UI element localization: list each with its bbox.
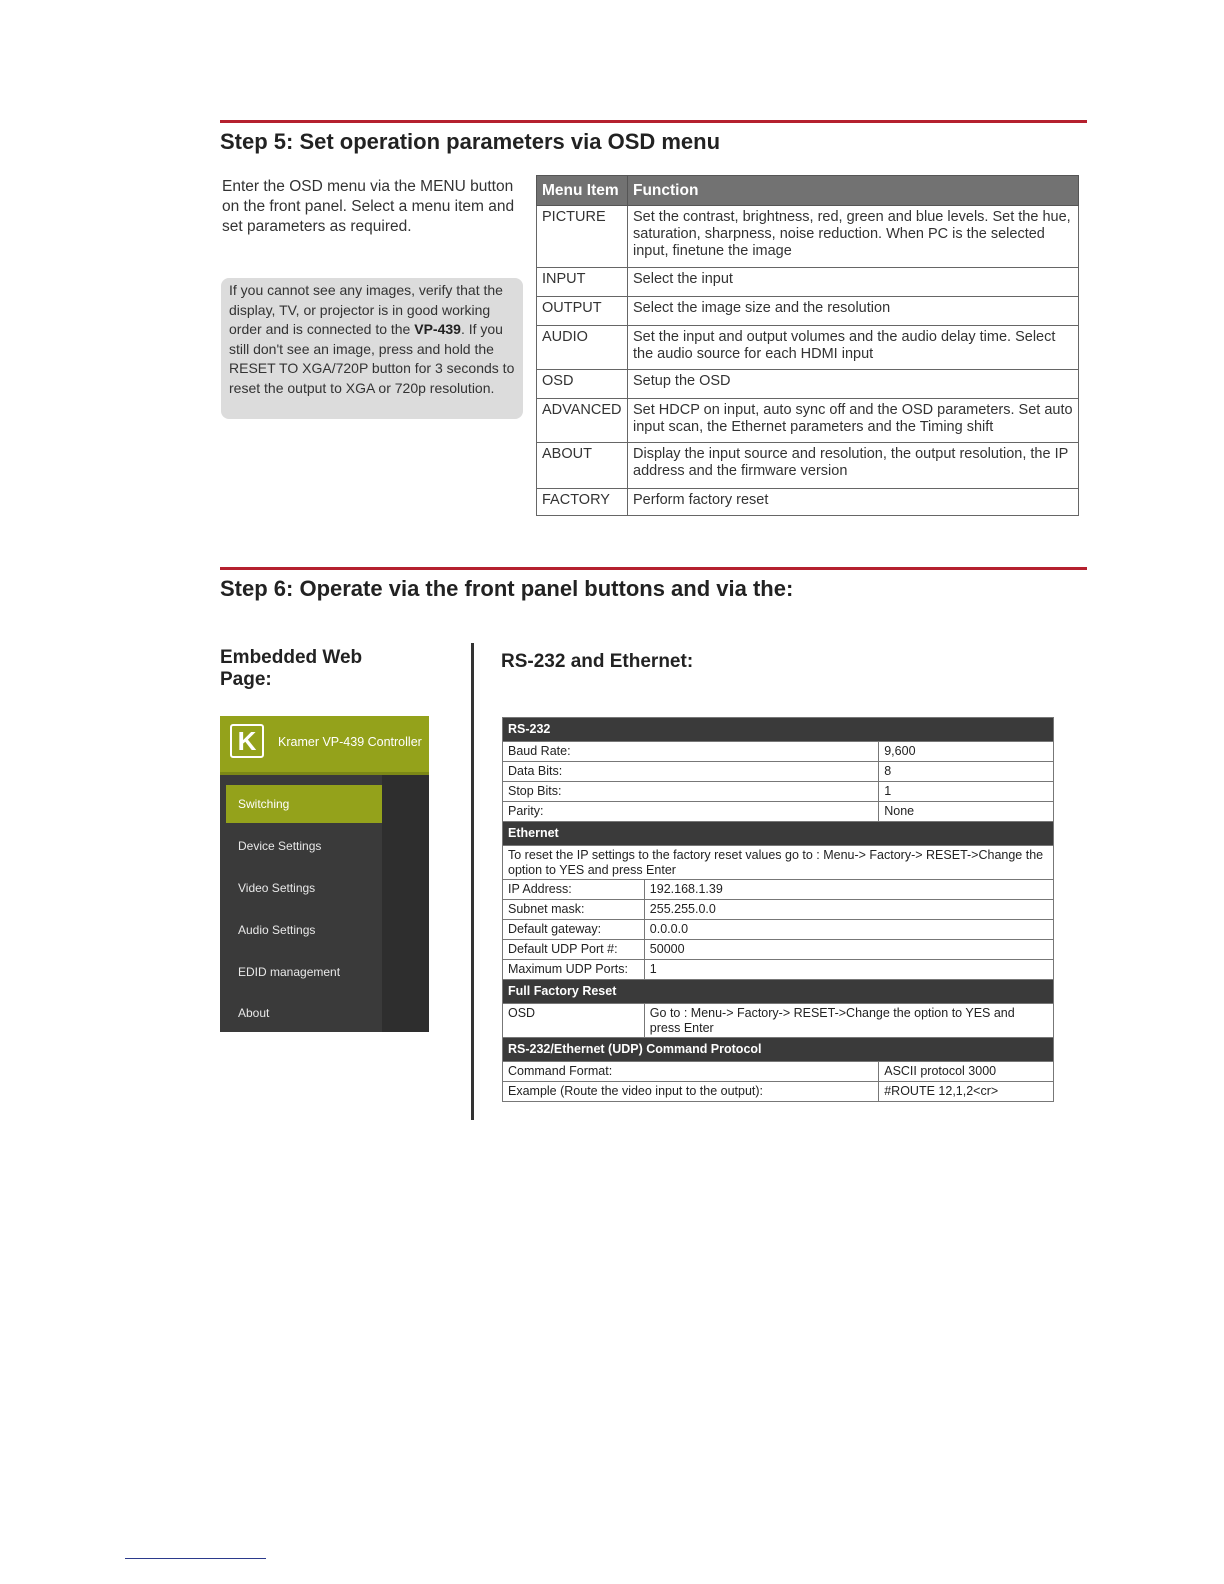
- table-row: [537, 489, 1079, 516]
- section-divider-step6: [220, 567, 1087, 570]
- ethernet-label: Default gateway:: [503, 920, 645, 940]
- ethernet-note: To reset the IP settings to the factory reset values go to : Menu-> Factory-> RESET->Change the option to YES and press Enter: [503, 846, 1054, 880]
- table-row: [503, 880, 1054, 900]
- table-row: [503, 782, 1054, 802]
- osd-function: Perform factory reset: [628, 489, 1079, 516]
- ethernet-label: Default UDP Port #:: [503, 940, 645, 960]
- web-menu-item-about[interactable]: About: [238, 1006, 270, 1020]
- factory-reset-header-row: [503, 980, 1054, 1004]
- table-row: [503, 802, 1054, 822]
- note-text-after: . If you still don't see an image, press and hold the RESET TO XGA/720P button for 3 seconds to reset the output to XGA or 720p resolution.: [229, 321, 515, 396]
- table-row: [503, 762, 1054, 782]
- ethernet-value: 50000: [644, 940, 1053, 960]
- table-row: [537, 370, 1079, 399]
- footnote-rule: [125, 1558, 266, 1559]
- rs232-label: Parity:: [503, 802, 879, 822]
- osd-col-menu-item: Menu Item: [537, 176, 628, 206]
- table-row: [503, 900, 1054, 920]
- factory-reset-value: Go to : Menu-> Factory-> RESET->Change the option to YES and press Enter: [644, 1004, 1053, 1038]
- note-text-before: If you cannot see any images, verify that the display, TV, or projector is in good working order and is connected to the: [229, 282, 503, 338]
- table-row: [503, 920, 1054, 940]
- osd-item: AUDIO: [537, 326, 628, 370]
- step5-heading: Step 5: Set operation parameters via OSD menu: [220, 129, 721, 154]
- web-menu-item-edid-management[interactable]: EDID management: [238, 965, 341, 979]
- column-divider: [471, 643, 474, 1120]
- rs232-value: 1: [879, 782, 1054, 802]
- rs232-label: Data Bits:: [503, 762, 879, 782]
- web-page-screenshot: [220, 716, 429, 1032]
- section-divider-step5: [220, 120, 1087, 123]
- ethernet-value: 255.255.0.0: [644, 900, 1053, 920]
- ethernet-value: 1: [644, 960, 1053, 980]
- ethernet-header: Ethernet: [503, 822, 1054, 846]
- osd-item: PICTURE: [537, 206, 628, 268]
- table-row: [503, 742, 1054, 762]
- rs232-value: 9,600: [879, 742, 1054, 762]
- web-menu-item-device-settings[interactable]: Device Settings: [238, 839, 322, 853]
- rs232-value: 8: [879, 762, 1054, 782]
- web-page-menu: [220, 775, 382, 1032]
- web-menu-item-switching[interactable]: Switching: [226, 785, 382, 823]
- web-menu-item-video-settings[interactable]: Video Settings: [238, 881, 316, 895]
- factory-reset-label: OSD: [503, 1004, 645, 1038]
- web-page-heading-line2: Page:: [220, 669, 272, 690]
- table-row: [503, 940, 1054, 960]
- table-row: [537, 297, 1079, 326]
- table-row: [537, 268, 1079, 297]
- osd-function: Select the input: [628, 268, 1079, 297]
- osd-item: ABOUT: [537, 443, 628, 489]
- protocol-header-row: [503, 1038, 1054, 1062]
- osd-menu-table: [536, 175, 1079, 516]
- rs232-label: Stop Bits:: [503, 782, 879, 802]
- osd-table-header-row: [537, 176, 1079, 206]
- ethernet-label: IP Address:: [503, 880, 645, 900]
- note-model: VP-439: [414, 321, 461, 338]
- osd-function: Setup the OSD: [628, 370, 1079, 399]
- table-row: [537, 399, 1079, 443]
- osd-function: Select the image size and the resolution: [628, 297, 1079, 326]
- web-page-heading: [220, 647, 362, 691]
- rs232-header-row: [503, 718, 1054, 742]
- osd-function: Set the contrast, brightness, red, green and blue levels. Set the hue, saturation, sharpness, noise reduction. When PC is the selected input, finetune the image: [628, 206, 1079, 268]
- rs232-ethernet-table: [502, 717, 1054, 1102]
- table-row: [537, 326, 1079, 370]
- osd-item: ADVANCED: [537, 399, 628, 443]
- ethernet-header-row: [503, 822, 1054, 846]
- osd-item: FACTORY: [537, 489, 628, 516]
- table-row: [503, 846, 1054, 880]
- note-box: [221, 278, 523, 419]
- ethernet-value: 0.0.0.0: [644, 920, 1053, 940]
- osd-function: Set the input and output volumes and the audio delay time. Select the audio source for each HDMI input: [628, 326, 1079, 370]
- osd-function: Set HDCP on input, auto sync off and the OSD parameters. Set auto input scan, the Ethernet parameters and the Timing shift: [628, 399, 1079, 443]
- osd-item: OSD: [537, 370, 628, 399]
- protocol-label: Command Format:: [503, 1062, 879, 1082]
- ethernet-label: Maximum UDP Ports:: [503, 960, 645, 980]
- web-menu-item-audio-settings[interactable]: Audio Settings: [238, 923, 316, 937]
- step6-heading: Step 6: Operate via the front panel buttons and via the:: [220, 576, 794, 601]
- osd-col-function: Function: [628, 176, 1079, 206]
- table-row: [503, 960, 1054, 980]
- rs232-header: RS-232: [503, 718, 1054, 742]
- rs232-ethernet-heading: RS-232 and Ethernet:: [501, 651, 694, 672]
- osd-item: INPUT: [537, 268, 628, 297]
- rs232-label: Baud Rate:: [503, 742, 879, 762]
- factory-reset-header: Full Factory Reset: [503, 980, 1054, 1004]
- protocol-header: RS-232/Ethernet (UDP) Command Protocol: [503, 1038, 1054, 1062]
- protocol-value: ASCII protocol 3000: [879, 1062, 1054, 1082]
- ethernet-value: 192.168.1.39: [644, 880, 1053, 900]
- step5-intro: Enter the OSD menu via the MENU button on the front panel. Select a menu item and set parameters as required.: [222, 178, 515, 235]
- table-row: [537, 206, 1079, 268]
- osd-item: OUTPUT: [537, 297, 628, 326]
- rs232-value: None: [879, 802, 1054, 822]
- table-row: [503, 1004, 1054, 1038]
- protocol-value: #ROUTE 12,1,2<cr>: [879, 1082, 1054, 1102]
- kramer-logo-icon: K: [230, 724, 264, 758]
- table-row: [503, 1082, 1054, 1102]
- web-page-title: Kramer VP-439 Controller: [278, 735, 422, 749]
- table-row: [537, 443, 1079, 489]
- osd-function: Display the input source and resolution, the output resolution, the IP address and the firmware version: [628, 443, 1079, 489]
- web-page-header: [220, 716, 429, 775]
- ethernet-label: Subnet mask:: [503, 900, 645, 920]
- table-row: [503, 1062, 1054, 1082]
- web-page-heading-line1: Embedded Web: [220, 647, 363, 668]
- protocol-label: Example (Route the video input to the output):: [503, 1082, 879, 1102]
